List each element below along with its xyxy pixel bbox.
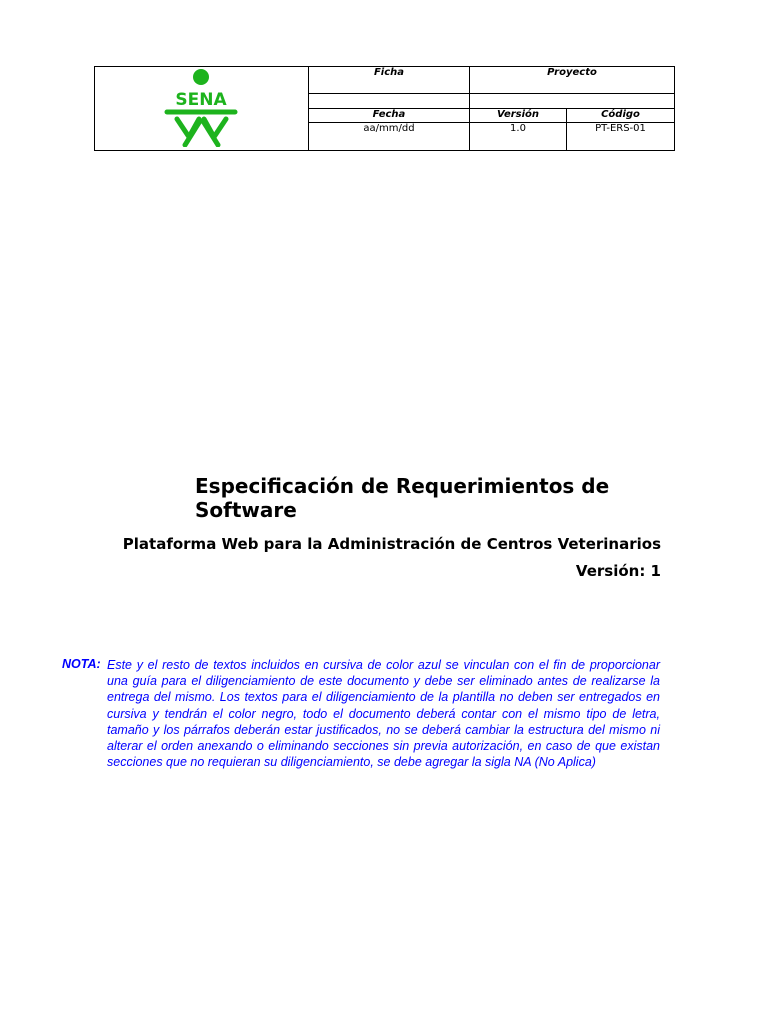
ficha-label: Ficha bbox=[309, 67, 470, 94]
logo-cell bbox=[95, 67, 309, 151]
proyecto-value bbox=[470, 94, 675, 109]
proyecto-label: Proyecto bbox=[470, 67, 675, 94]
codigo-label: Código bbox=[567, 109, 675, 122]
document-version: Versión: 1 bbox=[575, 562, 661, 580]
codigo-value: PT-ERS-01 bbox=[567, 122, 675, 150]
fecha-label: Fecha bbox=[309, 109, 470, 122]
version-value: 1.0 bbox=[470, 122, 567, 150]
document-header-table bbox=[94, 66, 675, 151]
document-subtitle: Plataforma Web para la Administración de Centros Veterinarios bbox=[122, 535, 661, 553]
sena-logo-text: SENA bbox=[174, 90, 227, 110]
note-label: NOTA: bbox=[62, 657, 101, 671]
ficha-value bbox=[309, 94, 470, 109]
version-label: Versión bbox=[470, 109, 567, 122]
fecha-value: aa/mm/dd bbox=[309, 122, 470, 150]
note-text: Este y el resto de textos incluidos en cursiva de color azul se vinculan con el fin de proporcionar una guía para el diligenciamiento de este documento y debe ser eliminado antes de realizarse la entrega del mismo. Los textos para el diligenciamiento de la plantilla no deben ser entregados en cursiva y tendrán el color negro, todo el documento deberá contar con el mismo tipo de letra, tamaño y los párrafos deberán estar justificados, no se deberá cambiar la estructura del mismo ni alterar el orden anexando o eliminando secciones sin previa autorización, en caso de que existan secciones que no requieran su diligenciamiento, se debe agregar la sigla NA (No Aplica) bbox=[107, 658, 660, 770]
sena-logo bbox=[162, 67, 242, 147]
document-title: Especificación de Requerimientos de Software bbox=[195, 474, 610, 522]
